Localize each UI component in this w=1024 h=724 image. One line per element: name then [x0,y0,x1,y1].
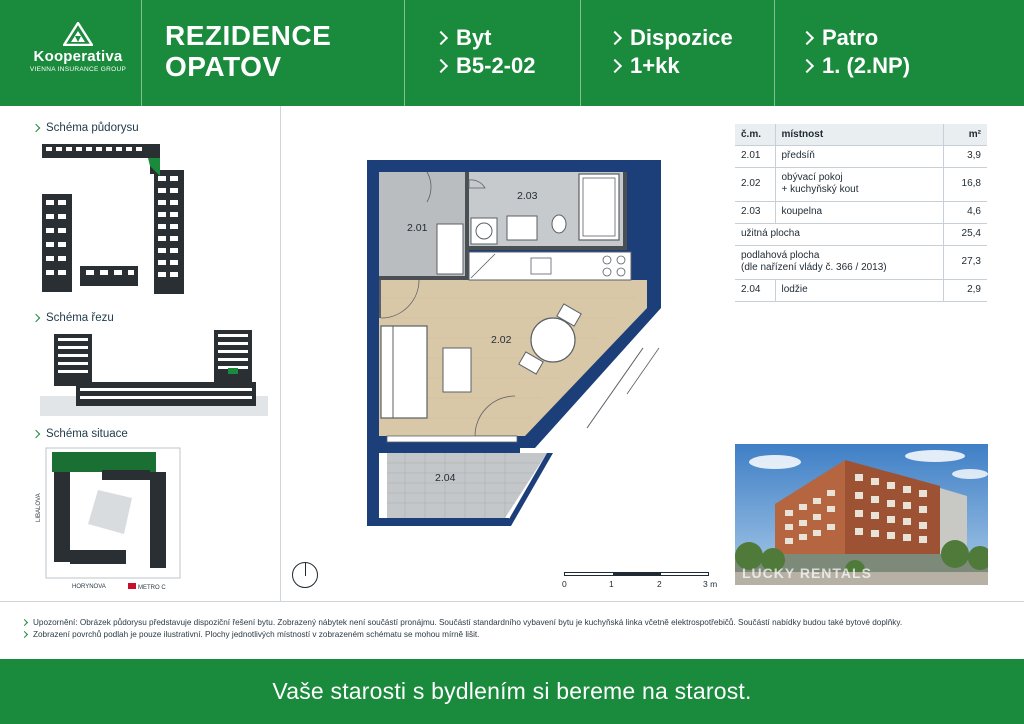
floor-block [800,24,910,80]
chevron-right-icon [32,314,40,322]
header-divider [404,0,405,106]
scale-tick-label: 2 [657,579,662,589]
schemas-panel [0,106,281,601]
schema-title-section [33,312,114,324]
disclaimer-text: Zobrazení povrchů podlah je pouze ilustrativní. Plochy jednotlivých místností v zobrazeném schématu se mohou mírně lišit. [33,630,480,639]
cell-room [735,245,943,279]
room-label-2-01: 2.01 [407,222,428,234]
kooperativa-logo-icon [63,22,93,46]
cell-area: 4,6 [943,201,987,223]
cell-room [775,167,943,201]
chevron-right-icon [21,619,28,626]
chevron-right-icon [434,59,448,73]
cell-area: 25,4 [943,223,987,245]
cell-area: 27,3 [943,245,987,279]
column-header-room: místnost [775,124,943,145]
chevron-right-icon [608,31,622,45]
apartment-label: Byt [456,25,492,50]
floor-label: Patro [822,25,879,50]
cell-room: užitná plocha [735,223,943,245]
apartment-value: B5-2-02 [456,53,536,78]
table-row-total [735,223,987,245]
metro-label: METRO C [138,585,166,591]
table-row [735,279,987,301]
chevron-right-icon [32,430,40,438]
layout-block [608,24,733,80]
disclaimer-text: Upozornění: Obrázek půdorysu představuje dispoziční řešení bytu. Zobrazený nábytek není součástí pronájmu. Součástí standardního vybavení bytu je kuchyňská linka včetně elektrospotřebičů. Součástí nabídky budou také bytové doplňky. [33,618,903,627]
cell-number: 2.03 [735,201,775,223]
schema-title-text: Schéma půdorysu [46,122,139,134]
floorplan-schema [38,142,190,296]
floor-value: 1. (2.NP) [822,53,911,78]
project-name-line2: OPATOV [165,51,282,82]
project-name-line1: REZIDENCE [165,20,332,51]
chevron-right-icon [800,31,814,45]
kooperativa-logo [28,22,128,73]
floorplan-drawing [365,158,665,528]
cell-room: koupelna [775,201,943,223]
chevron-right-icon [608,59,622,73]
cell-room-line1: podlahová plocha [741,250,820,261]
apartment-id-block [434,24,535,80]
table-header-row [735,124,987,145]
column-header-number: č.m. [735,124,775,145]
section-schema [40,328,268,416]
disclaimer-section [0,601,1024,659]
cell-room: lodžie [775,279,943,301]
layout-value: 1+kk [630,53,680,78]
metro-icon [128,583,136,589]
cell-area: 16,8 [943,167,987,201]
schema-title-site [33,428,128,440]
column-header-area: m² [943,124,987,145]
chevron-right-icon [32,124,40,132]
logo-subtitle: VIENNA INSURANCE GROUP [29,66,127,73]
cell-room: předsíň [775,145,943,167]
schema-title-text: Schéma situace [46,428,128,440]
schema-title-floorplan [33,122,139,134]
street-label-bottom: HORYNOVA [72,584,106,590]
street-label-left: LIBALOVA [36,493,42,522]
room-label-2-03: 2.03 [517,190,538,202]
chevron-right-icon [434,31,448,45]
cell-area: 2,9 [943,279,987,301]
watermark-text: LUCKY RENTALS [742,565,872,581]
project-name [165,20,331,82]
header-bar [0,0,1024,106]
north-arrow-icon [292,562,318,588]
header-divider [774,0,775,106]
chevron-right-icon [800,59,814,73]
site-schema [32,446,182,596]
scale-tick-label: 0 [562,579,567,589]
table-row-total [735,245,987,279]
header-divider [580,0,581,106]
disclaimer-line [22,618,902,627]
scale-tick-label: 1 [609,579,614,589]
cell-room-line1: obývací pokoj [781,172,843,183]
table-row [735,201,987,223]
cell-room-line2: (dle nařízení vlády č. 366 / 2013) [741,262,887,273]
scale-bar [562,572,722,592]
cell-area: 3,9 [943,145,987,167]
building-render-photo [735,444,988,585]
scale-bar-line [564,572,709,576]
room-label-2-04: 2.04 [435,472,456,484]
table-row [735,145,987,167]
building-render-image [735,444,988,585]
cell-number: 2.02 [735,167,775,201]
header-divider [141,0,142,106]
apartment-floorplan [365,158,665,528]
room-label-2-02: 2.02 [491,334,512,346]
layout-label: Dispozice [630,25,733,50]
schema-title-text: Schéma řezu [46,312,114,324]
room-area-table [735,124,987,302]
cell-number: 2.04 [735,279,775,301]
table-row [735,167,987,201]
chevron-right-icon [21,631,28,638]
logo-name: Kooperativa [33,48,123,65]
cell-room-line2: + kuchyňský kout [781,184,859,195]
footer-slogan: Vaše starosti s bydlením si bereme na starost. [0,659,1024,724]
cell-number: 2.01 [735,145,775,167]
disclaimer-line [22,630,479,639]
scale-tick-label: 3 m [703,579,718,589]
